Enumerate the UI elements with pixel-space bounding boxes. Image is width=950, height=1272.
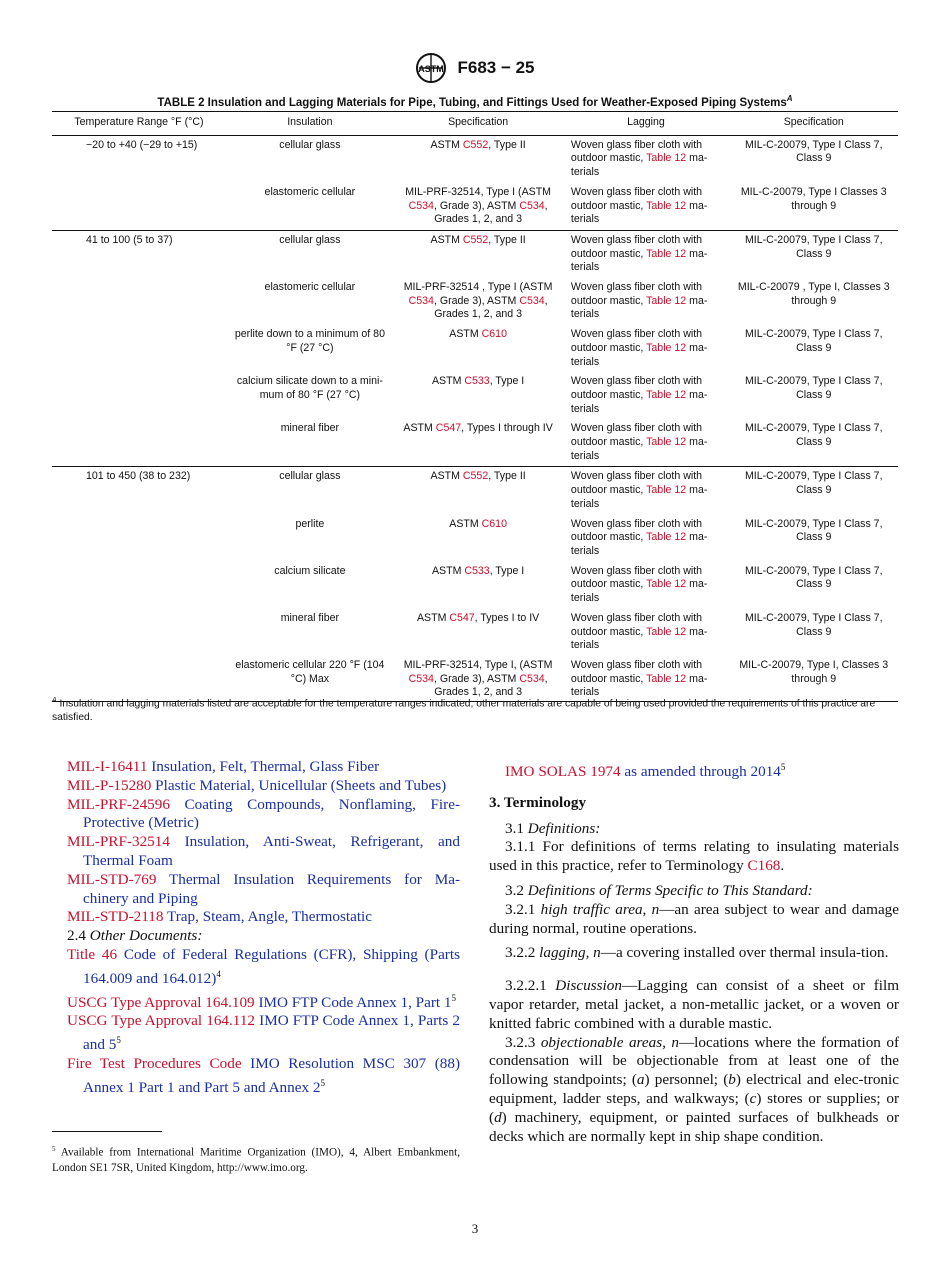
temperature-range: 101 to 450 (38 to 232) (86, 470, 191, 483)
table-row (52, 419, 898, 467)
table-row (52, 183, 898, 231)
cell-lagging-specification (729, 562, 898, 609)
insulation-material: calcium silicate down to a mini-mum of 80 °F (27 °C) (236, 375, 383, 401)
lagging-text (571, 139, 721, 180)
cell-temperature (52, 135, 226, 183)
insulation-material: elastomeric cellular (264, 281, 356, 294)
lagging-segment: ma-terials (570, 484, 708, 510)
reference-code-link[interactable]: MIL-STD-2118 (67, 908, 164, 926)
cell-specification (394, 562, 562, 609)
cell-temperature (52, 562, 226, 609)
lagging-specification: MIL-C-20079, Type I Class 7, Class 9 (744, 233, 883, 260)
lagging-text (571, 375, 721, 416)
astm-reference-link[interactable]: C547 (435, 422, 462, 435)
insulation-material: perlite down to a minimum of 80 °F (27 °C) (234, 328, 385, 354)
astm-reference-link[interactable]: C533 (464, 375, 490, 388)
astm-reference-link[interactable]: C534 (519, 199, 545, 212)
lagging-segment: ma-terials (570, 625, 708, 652)
reference-code-link[interactable]: MIL-I-16411 (67, 758, 148, 775)
lagging-text (571, 565, 721, 606)
reference-entry (67, 946, 460, 989)
cell-insulation (226, 135, 394, 183)
insulation-material: cellular glass (279, 233, 341, 246)
table-row (52, 609, 898, 656)
lagging-specification: MIL-C-20079, Type I Class 7, Class 9 (744, 611, 883, 638)
spec-text: , Types I through IV (461, 422, 553, 435)
insulation-material: cellular glass (279, 470, 341, 483)
cell-specification (394, 515, 562, 562)
astm-reference-link[interactable]: C534 (519, 294, 545, 307)
lagging-text (571, 612, 721, 653)
astm-reference-link[interactable]: C610 (481, 517, 507, 530)
lagging-segment: ma-terials (570, 152, 708, 179)
lagging-segment: ma-terials (570, 199, 708, 226)
lagging-segment: Woven glass fiber cloth with outdoor mastic, (570, 658, 703, 685)
cell-temperature (52, 419, 226, 467)
temperature-range: 41 to 100 (5 to 37) (86, 233, 173, 246)
lagging-segment: Woven glass fiber cloth with outdoor mastic, (570, 233, 703, 260)
spec-text: ASTM (449, 328, 482, 341)
astm-reference-link[interactable]: C552 (462, 233, 489, 246)
table-row (52, 325, 898, 372)
cell-specification (394, 372, 562, 419)
footnote-rule (52, 1131, 162, 1132)
page-number: 3 (471, 1221, 479, 1236)
reference-code-link[interactable]: Fire Test Procedures Code (67, 1055, 242, 1073)
subsection-number: 2.4 (67, 927, 86, 945)
lagging-segment: Woven glass fiber cloth with outdoor mastic, (570, 375, 703, 401)
footnote-marker: 5 (320, 1077, 325, 1088)
cell-temperature (52, 467, 226, 515)
reference-imo-solas: IMO SOLAS 1974 as amended through 2014$^5$ (505, 762, 786, 781)
cell-insulation (226, 515, 394, 562)
reference-code-link[interactable]: MIL-PRF-32514 (67, 833, 170, 851)
lagging-segment: ma-terials (570, 436, 708, 462)
reference-title-link[interactable]: IMO Resolution MSC 307 (88) Annex 1 Part 1 and Part 5 and Annex 2 (83, 1055, 461, 1096)
spec-text: , Grades 1, 2, and 3 (434, 672, 548, 699)
reference-entry (67, 833, 460, 871)
insulation-lagging-table (52, 111, 898, 702)
table-footnote: $^A$ Insulation and lagging materials listed are acceptable for the temperature ranges indicated; other materials are capable of being used provided the requirements of this practice are satisfied. (52, 697, 876, 724)
cell-lagging (562, 325, 729, 372)
reference-entry (67, 871, 460, 909)
cell-lagging (562, 419, 729, 467)
lagging-specification: MIL-C-20079, Type I Class 7, Class 9 (744, 564, 883, 591)
lagging-segment: Woven glass fiber cloth with outdoor mastic, (570, 185, 703, 212)
cell-temperature (52, 515, 226, 562)
cell-insulation (226, 230, 394, 278)
table-header-row (52, 112, 898, 136)
spec-text: ASTM (416, 611, 450, 624)
paragraph-3-2: 3.2 Definitions of Terms Specific to This Standard: (505, 882, 813, 900)
cell-lagging (562, 515, 729, 562)
insulation-material: mineral fiber (280, 611, 340, 624)
spec-text: , Grades 1, 2, and 3 (434, 294, 548, 321)
lagging-specification: MIL-C-20079, Type I Class 7, Class 9 (744, 422, 883, 449)
table-reference-link[interactable]: Table 12 (646, 199, 687, 212)
cell-insulation (226, 325, 394, 372)
astm-reference-link[interactable]: C547 (449, 611, 475, 624)
footnote-marker: 5 (451, 992, 457, 1003)
reference-entry (67, 908, 460, 927)
lagging-segment: ma-terials (570, 247, 708, 274)
lagging-specification: MIL-C-20079, Type I Classes 3 through 9 (740, 185, 887, 212)
section-heading: 3. Terminology (489, 793, 587, 811)
cell-temperature (52, 609, 226, 656)
table-reference-link[interactable]: Table 12 (646, 578, 687, 591)
table-reference-link[interactable]: Table 12 (646, 531, 687, 544)
lagging-segment: ma-terials (570, 672, 708, 699)
reference-title-link[interactable]: Coating Compounds, Nonflaming, Fire-Protective (Metric) (83, 795, 460, 832)
reference-title-link[interactable]: as amended through 2014 (624, 763, 781, 781)
reference-code-link[interactable]: MIL-STD-769 (67, 870, 157, 888)
lagging-segment: Woven glass fiber cloth with outdoor mastic, (570, 470, 703, 497)
cell-temperature (52, 183, 226, 231)
insulation-material: perlite (295, 517, 325, 530)
spec-text: ASTM (430, 470, 463, 483)
insulation-material: mineral fiber (280, 422, 340, 435)
column-header: Specification (729, 112, 898, 136)
spec-text: ASTM (449, 517, 482, 530)
cell-insulation (226, 419, 394, 467)
cell-lagging (562, 183, 729, 231)
reference-title-link[interactable]: Code of Federal Regulations (CFR), Shipping (Parts 164.009 and 164.012) (83, 945, 460, 987)
astm-reference-link[interactable]: C534 (408, 672, 434, 685)
spec-text: MIL-PRF-32514, Type I (ASTM (405, 185, 552, 198)
lagging-segment: Woven glass fiber cloth with outdoor mastic, (570, 138, 703, 165)
column-header: Lagging (562, 112, 729, 136)
cell-specification (394, 325, 562, 372)
cell-lagging-specification (729, 325, 898, 372)
cell-lagging-specification (729, 183, 898, 231)
lagging-specification: MIL-C-20079, Type I Class 7, Class 9 (744, 138, 883, 165)
cell-lagging (562, 609, 729, 656)
cell-insulation (226, 183, 394, 231)
cell-lagging (562, 467, 729, 515)
table-row (52, 515, 898, 562)
cell-insulation (226, 278, 394, 325)
astm-reference-link[interactable]: C534 (519, 672, 545, 685)
lagging-text (571, 328, 721, 369)
spec-text: MIL-PRF-32514, Type I, (ASTM (403, 658, 553, 671)
paragraph-3-1-1: 3.1.1 For definitions of terms relating to insulating materials used in this practice, refer to Terminology C168. (489, 838, 899, 875)
spec-text: , Types I to IV (474, 611, 540, 624)
table-row (52, 135, 898, 183)
insulation-material: elastomeric cellular 220 °F (104 °C) Max (235, 658, 385, 685)
lagging-specification: MIL-C-20079 , Type I, Classes 3 through 9 (737, 281, 890, 307)
lagging-specification: MIL-C-20079, Type I Class 7, Class 9 (744, 470, 883, 497)
spec-text: ASTM (430, 233, 463, 246)
table-reference-link[interactable]: Table 12 (646, 484, 687, 497)
lagging-text (571, 281, 721, 322)
reference-title-link[interactable]: IMO FTP Code Annex 1, Parts 2 and 5 (83, 1012, 460, 1054)
reference-code-link[interactable]: MIL-PRF-24596 (67, 795, 170, 813)
cell-lagging (562, 562, 729, 609)
paragraph-3-2-2: 3.2.2 lagging, n—a covering installed over thermal insula-tion. (505, 944, 889, 962)
cell-specification (394, 467, 562, 515)
reference-link-c168[interactable]: C168 (747, 857, 781, 875)
cell-specification (394, 183, 562, 231)
astm-logo-icon (415, 52, 447, 84)
spec-text: MIL-PRF-32514 , Type I (ASTM (403, 281, 553, 294)
table-reference-link[interactable]: Table 12 (646, 152, 687, 165)
cell-lagging (562, 135, 729, 183)
reference-entry (67, 777, 460, 796)
reference-entry (67, 1055, 460, 1098)
astm-reference-link[interactable]: C533 (464, 564, 490, 577)
astm-reference-link[interactable]: C552 (462, 470, 489, 483)
column-header: Insulation (226, 112, 394, 136)
spec-text: , Grades 1, 2, and 3 (434, 199, 548, 226)
lagging-segment: Woven glass fiber cloth with outdoor mastic, (570, 281, 703, 307)
table-row (52, 467, 898, 515)
paragraph-3-2-2-1: 3.2.2.1 Discussion—Lagging can consist of a sheet or film vapor retarder, metal jacket, a non-metallic jacket, or a woven or knitted fabric combined with a durable mastic. (489, 977, 900, 1032)
cell-lagging-specification (729, 419, 898, 467)
subsection-heading (67, 927, 460, 946)
reference-entry (67, 1012, 460, 1055)
lagging-segment: Woven glass fiber cloth with outdoor mastic, (570, 611, 703, 638)
reference-entry (67, 989, 460, 1013)
column-header: Specification (394, 112, 562, 136)
lagging-segment: Woven glass fiber cloth with outdoor mastic, (570, 328, 703, 354)
spec-text: , Type I (489, 375, 525, 388)
reference-title-link[interactable]: Thermal Insulation Requirements for Ma-chinery and Piping (83, 870, 460, 907)
cell-lagging (562, 372, 729, 419)
astm-reference-link[interactable]: C610 (481, 328, 507, 341)
lagging-text (571, 186, 721, 227)
table-reference-link[interactable]: Table 12 (646, 436, 687, 449)
svg-text:ASTM: ASTM (418, 64, 445, 74)
table-reference-link[interactable]: Table 12 (646, 672, 687, 685)
reference-code-link[interactable]: Title 46 (67, 945, 118, 963)
footnote-marker: 4 (216, 968, 221, 979)
footnote-marker: 5 (116, 1035, 121, 1046)
spec-text: , Type II (488, 470, 526, 483)
cell-lagging (562, 278, 729, 325)
cell-temperature (52, 325, 226, 372)
spec-text: ASTM (403, 422, 436, 435)
paragraph-3-1: 3.1 Definitions: (505, 819, 601, 837)
paragraph-3-2-1: 3.2.1 high traffic area, n—an area subject to wear and damage during normal, routine operations. (489, 900, 900, 937)
cell-specification (394, 230, 562, 278)
spec-text: , Grade 3), ASTM (433, 294, 520, 307)
lagging-specification: MIL-C-20079, Type I Class 7, Class 9 (744, 517, 883, 544)
lagging-text (571, 518, 721, 559)
reference-title-link[interactable]: Insulation, Anti-Sweat, Refrigerant, and Thermal Foam (83, 833, 460, 869)
cell-specification (394, 278, 562, 325)
cell-specification (394, 609, 562, 656)
cell-lagging-specification (729, 515, 898, 562)
table-title: TABLE 2 Insulation and Lagging Materials for Pipe, Tubing, and Fittings Used for Weather-Exposed Piping Systems$^A$ (157, 94, 793, 109)
reference-entry (67, 758, 460, 777)
insulation-material: calcium silicate (274, 564, 346, 577)
astm-reference-link[interactable]: C552 (462, 138, 489, 151)
astm-reference-link[interactable]: C534 (408, 294, 434, 307)
lagging-segment: ma-terials (570, 388, 708, 415)
table-row (52, 230, 898, 278)
lagging-specification: MIL-C-20079, Type I Class 7, Class 9 (744, 375, 883, 401)
cell-lagging-specification (729, 135, 898, 183)
spec-text: , Type II (488, 233, 526, 246)
reference-code-link[interactable]: MIL-P-15280 (67, 776, 152, 794)
table-reference-link[interactable]: Table 12 (646, 247, 687, 260)
reference-entry (67, 796, 460, 834)
lagging-segment: ma-terials (570, 294, 708, 321)
reference-title-link[interactable]: Plastic Material, Unicellular (Sheets and Tubes) (155, 776, 447, 794)
table-row (52, 562, 898, 609)
spec-text: ASTM (430, 138, 463, 151)
table-reference-link[interactable]: Table 12 (646, 294, 687, 307)
standard-designation: F683 − 25 (457, 58, 535, 77)
paragraph-3-2-3: 3.2.3 objectionable areas, n—locations where the formation of condensation will be objectionable from at least one of the following standpoints; (a) personnel; (b) electrical and elec-tronic equipment, ladder steps, and walkways; (c) stores or supplies; or (d) machinery, equipment, or painted surfaces of bulkheads or decks which are normally kept in ship shape condition. (489, 1033, 900, 1145)
table-reference-link[interactable]: Table 12 (646, 388, 687, 401)
lagging-segment: Woven glass fiber cloth with outdoor mastic, (570, 517, 703, 544)
column-header: Temperature Range °F (°C) (52, 112, 226, 136)
reference-title-link[interactable]: IMO FTP Code Annex 1, Part 1 (258, 993, 452, 1011)
lagging-segment: Woven glass fiber cloth with outdoor mastic, (570, 422, 703, 449)
table-row (52, 278, 898, 325)
spec-text: , Grade 3), ASTM (433, 199, 520, 212)
spec-text: ASTM (431, 375, 465, 388)
lagging-specification: MIL-C-20079, Type I Class 7, Class 9 (744, 328, 883, 354)
spec-text: , Type I (489, 564, 525, 577)
reference-code-link[interactable]: USCG Type Approval 164.112 (67, 1012, 256, 1030)
cell-lagging-specification (729, 372, 898, 419)
reference-title-link[interactable]: Trap, Steam, Angle, Thermostatic (167, 908, 373, 926)
reference-code-link[interactable]: IMO SOLAS 1974 (505, 763, 621, 781)
cell-insulation (226, 372, 394, 419)
spec-text: , Type II (488, 138, 526, 151)
reference-code-link[interactable]: USCG Type Approval 164.109 (67, 993, 255, 1011)
lagging-segment: ma-terials (570, 578, 708, 605)
cell-lagging-specification (729, 609, 898, 656)
lagging-segment: Woven glass fiber cloth with outdoor mastic, (570, 564, 703, 591)
cell-insulation (226, 562, 394, 609)
cell-insulation (226, 467, 394, 515)
lagging-text (571, 470, 721, 511)
cell-specification (394, 419, 562, 467)
insulation-material: cellular glass (279, 138, 341, 151)
cell-insulation (226, 609, 394, 656)
lagging-specification: MIL-C-20079, Type I, Classes 3 through 9 (739, 658, 889, 685)
cell-lagging-specification (729, 467, 898, 515)
cell-lagging-specification (729, 278, 898, 325)
table-reference-link[interactable]: Table 12 (646, 341, 687, 354)
cell-lagging-specification (729, 230, 898, 278)
lagging-segment: ma-terials (570, 341, 708, 368)
spec-text: ASTM (431, 564, 465, 577)
temperature-range: −20 to +40 (−29 to +15) (86, 138, 198, 151)
cell-temperature (52, 372, 226, 419)
page-header (0, 52, 950, 84)
astm-reference-link[interactable]: C534 (408, 199, 434, 212)
cell-specification (394, 135, 562, 183)
spec-text: , Grade 3), ASTM (433, 672, 520, 685)
lagging-text (571, 234, 721, 275)
subsection-title: Other Documents: (89, 927, 203, 945)
footnote-5: $^5$ Available from International Maritime Organization (IMO), 4, Albert Embankment, London SE1 7SR, United Kingdom, http://www.imo.org. (52, 1145, 460, 1174)
reference-title-link[interactable]: Insulation, Felt, Thermal, Glass Fiber (151, 758, 380, 775)
referenced-documents-list (67, 758, 460, 1098)
table-reference-link[interactable]: Table 12 (646, 625, 687, 638)
terminology-section (489, 758, 899, 1146)
insulation-material: elastomeric cellular (264, 185, 356, 198)
cell-temperature (52, 230, 226, 278)
table-row (52, 372, 898, 419)
cell-lagging (562, 230, 729, 278)
lagging-segment: ma-terials (570, 531, 708, 557)
cell-temperature (52, 278, 226, 325)
lagging-text (571, 422, 721, 463)
